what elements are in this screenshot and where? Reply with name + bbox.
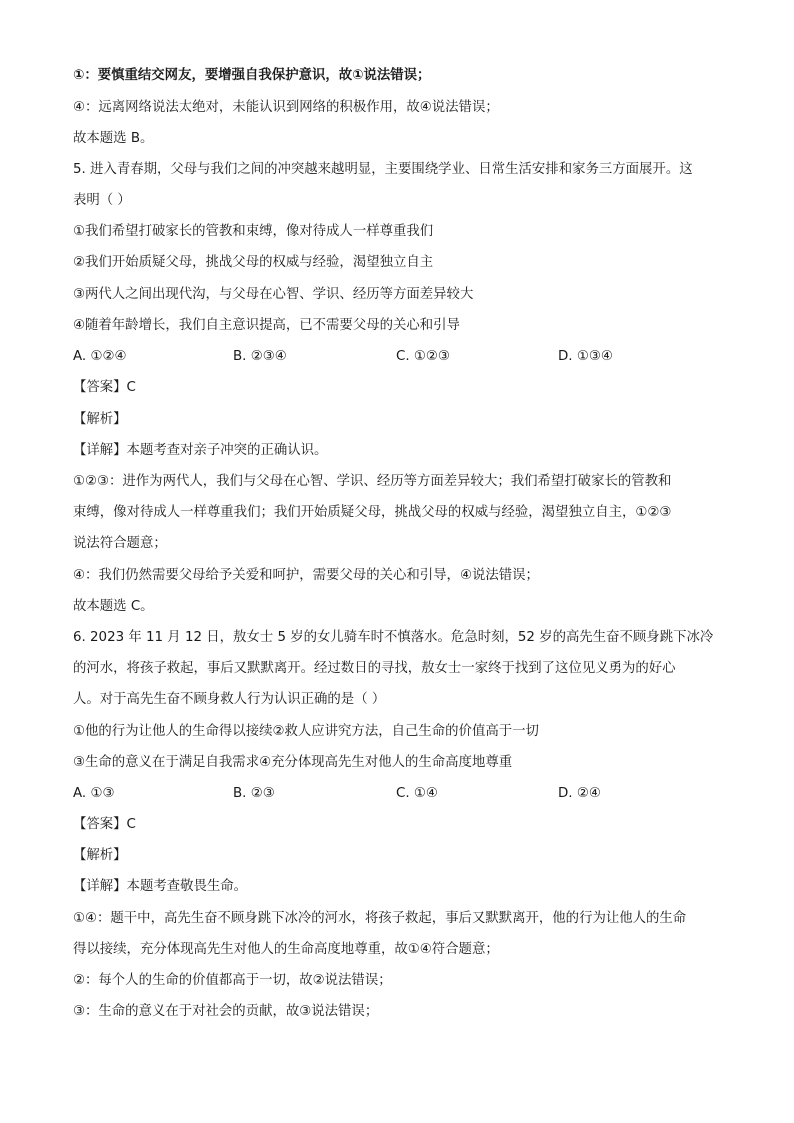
question-6-stem: 的河水，将孩子救起，事后又默默离开。经过数日的寻找，敖女士一家终于找到了这位见义勇为的好心 — [73, 661, 676, 676]
question-6-option-c: C. ①④ — [396, 786, 438, 801]
explanation-line: ①②③：进作为两代人，我们与父母在心智、学识、经历等方面差异较大；我们希望打破家长的管教和 — [73, 474, 672, 489]
question-5-stem: 表明（ ） — [73, 193, 131, 208]
explanation-line: 得以接续，充分体现高先生对他人的生命高度地尊重，故①④符合题意； — [73, 942, 499, 957]
question-6-option-a: A. ①③ — [73, 786, 115, 801]
question-5-option-c: C. ①②③ — [396, 349, 450, 364]
question-6-statement: ③生命的意义在于满足自我需求④充分体现高先生对他人的生命高度地尊重 — [73, 755, 513, 770]
question-5-statement: ②我们开始质疑父母，挑战父母的权威与经验，渴望独立自主 — [73, 255, 434, 270]
explanation-line: ②：每个人的生命的价值都高于一切，故②说法错误； — [73, 973, 392, 988]
explanation-line: 故本题选 C。 — [73, 599, 154, 614]
question-5-option-a: A. ①②④ — [73, 349, 127, 364]
question-5-stem: 5. 进入青春期，父母与我们之间的冲突越来越明显，主要围绕学业、日常生活安排和家务三方面展开。这 — [73, 162, 693, 177]
question-6-option-d: D. ②④ — [558, 786, 601, 801]
text-line: ①：要慎重结交网友，要增强自我保护意识，故①说法错误； — [73, 68, 431, 83]
explanation-line: 束缚，像对待成人一样尊重我们；我们开始质疑父母，挑战父母的权威与经验，渴望独立自主，①②③ — [73, 505, 672, 520]
question-5-option-b: B. ②③④ — [233, 349, 287, 364]
question-6-option-b: B. ②③ — [233, 786, 275, 801]
question-5-statement: ④随着年龄增长，我们自主意识提高，已不需要父母的关心和引导 — [73, 318, 460, 333]
question-6-stem: 6. 2023 年 11 月 12 日，敖女士 5 岁的女儿骑车时不慎落水。危急时刻，52 岁的高先生奋不顾身跳下冰冷 — [73, 630, 714, 645]
explanation-line: ③：生命的意义在于对社会的贡献，故③说法错误； — [73, 1004, 379, 1019]
explanation-line: 说法符合题意； — [73, 536, 167, 551]
analysis-label: 【解析】 — [73, 412, 127, 427]
detail-label: 【详解】本题考查敬畏生命。 — [73, 879, 248, 894]
question-5-statement: ①我们希望打破家长的管教和束缚，像对待成人一样尊重我们 — [73, 224, 434, 239]
question-5-option-d: D. ①③④ — [558, 349, 613, 364]
question-6-stem: 人。对于高先生奋不顾身救人行为认识正确的是（ ） — [73, 692, 386, 707]
explanation-line: ①④：题干中，高先生奋不顾身跳下冰冷的河水，将孩子救起，事后又默默离开，他的行为让他人的生命 — [73, 911, 687, 926]
text-line: 故本题选 B。 — [73, 131, 154, 146]
analysis-label: 【解析】 — [73, 848, 127, 863]
text-line: ④：远离网络说法太绝对，未能认识到网络的积极作用，故④说法错误； — [73, 100, 499, 115]
question-5-statement: ③两代人之间出现代沟，与父母在心智、学识、经历等方面差异较大 — [73, 287, 474, 302]
answer-label: 【答案】C — [73, 380, 136, 395]
answer-label: 【答案】C — [73, 817, 136, 832]
detail-label: 【详解】本题考查对亲子冲突的正确认识。 — [73, 443, 328, 458]
question-6-statement: ①他的行为让他人的生命得以接续②救人应讲究方法，自己生命的价值高于一切 — [73, 724, 539, 739]
explanation-line: ④：我们仍然需要父母给予关爱和呵护，需要父母的关心和引导，④说法错误； — [73, 568, 539, 583]
